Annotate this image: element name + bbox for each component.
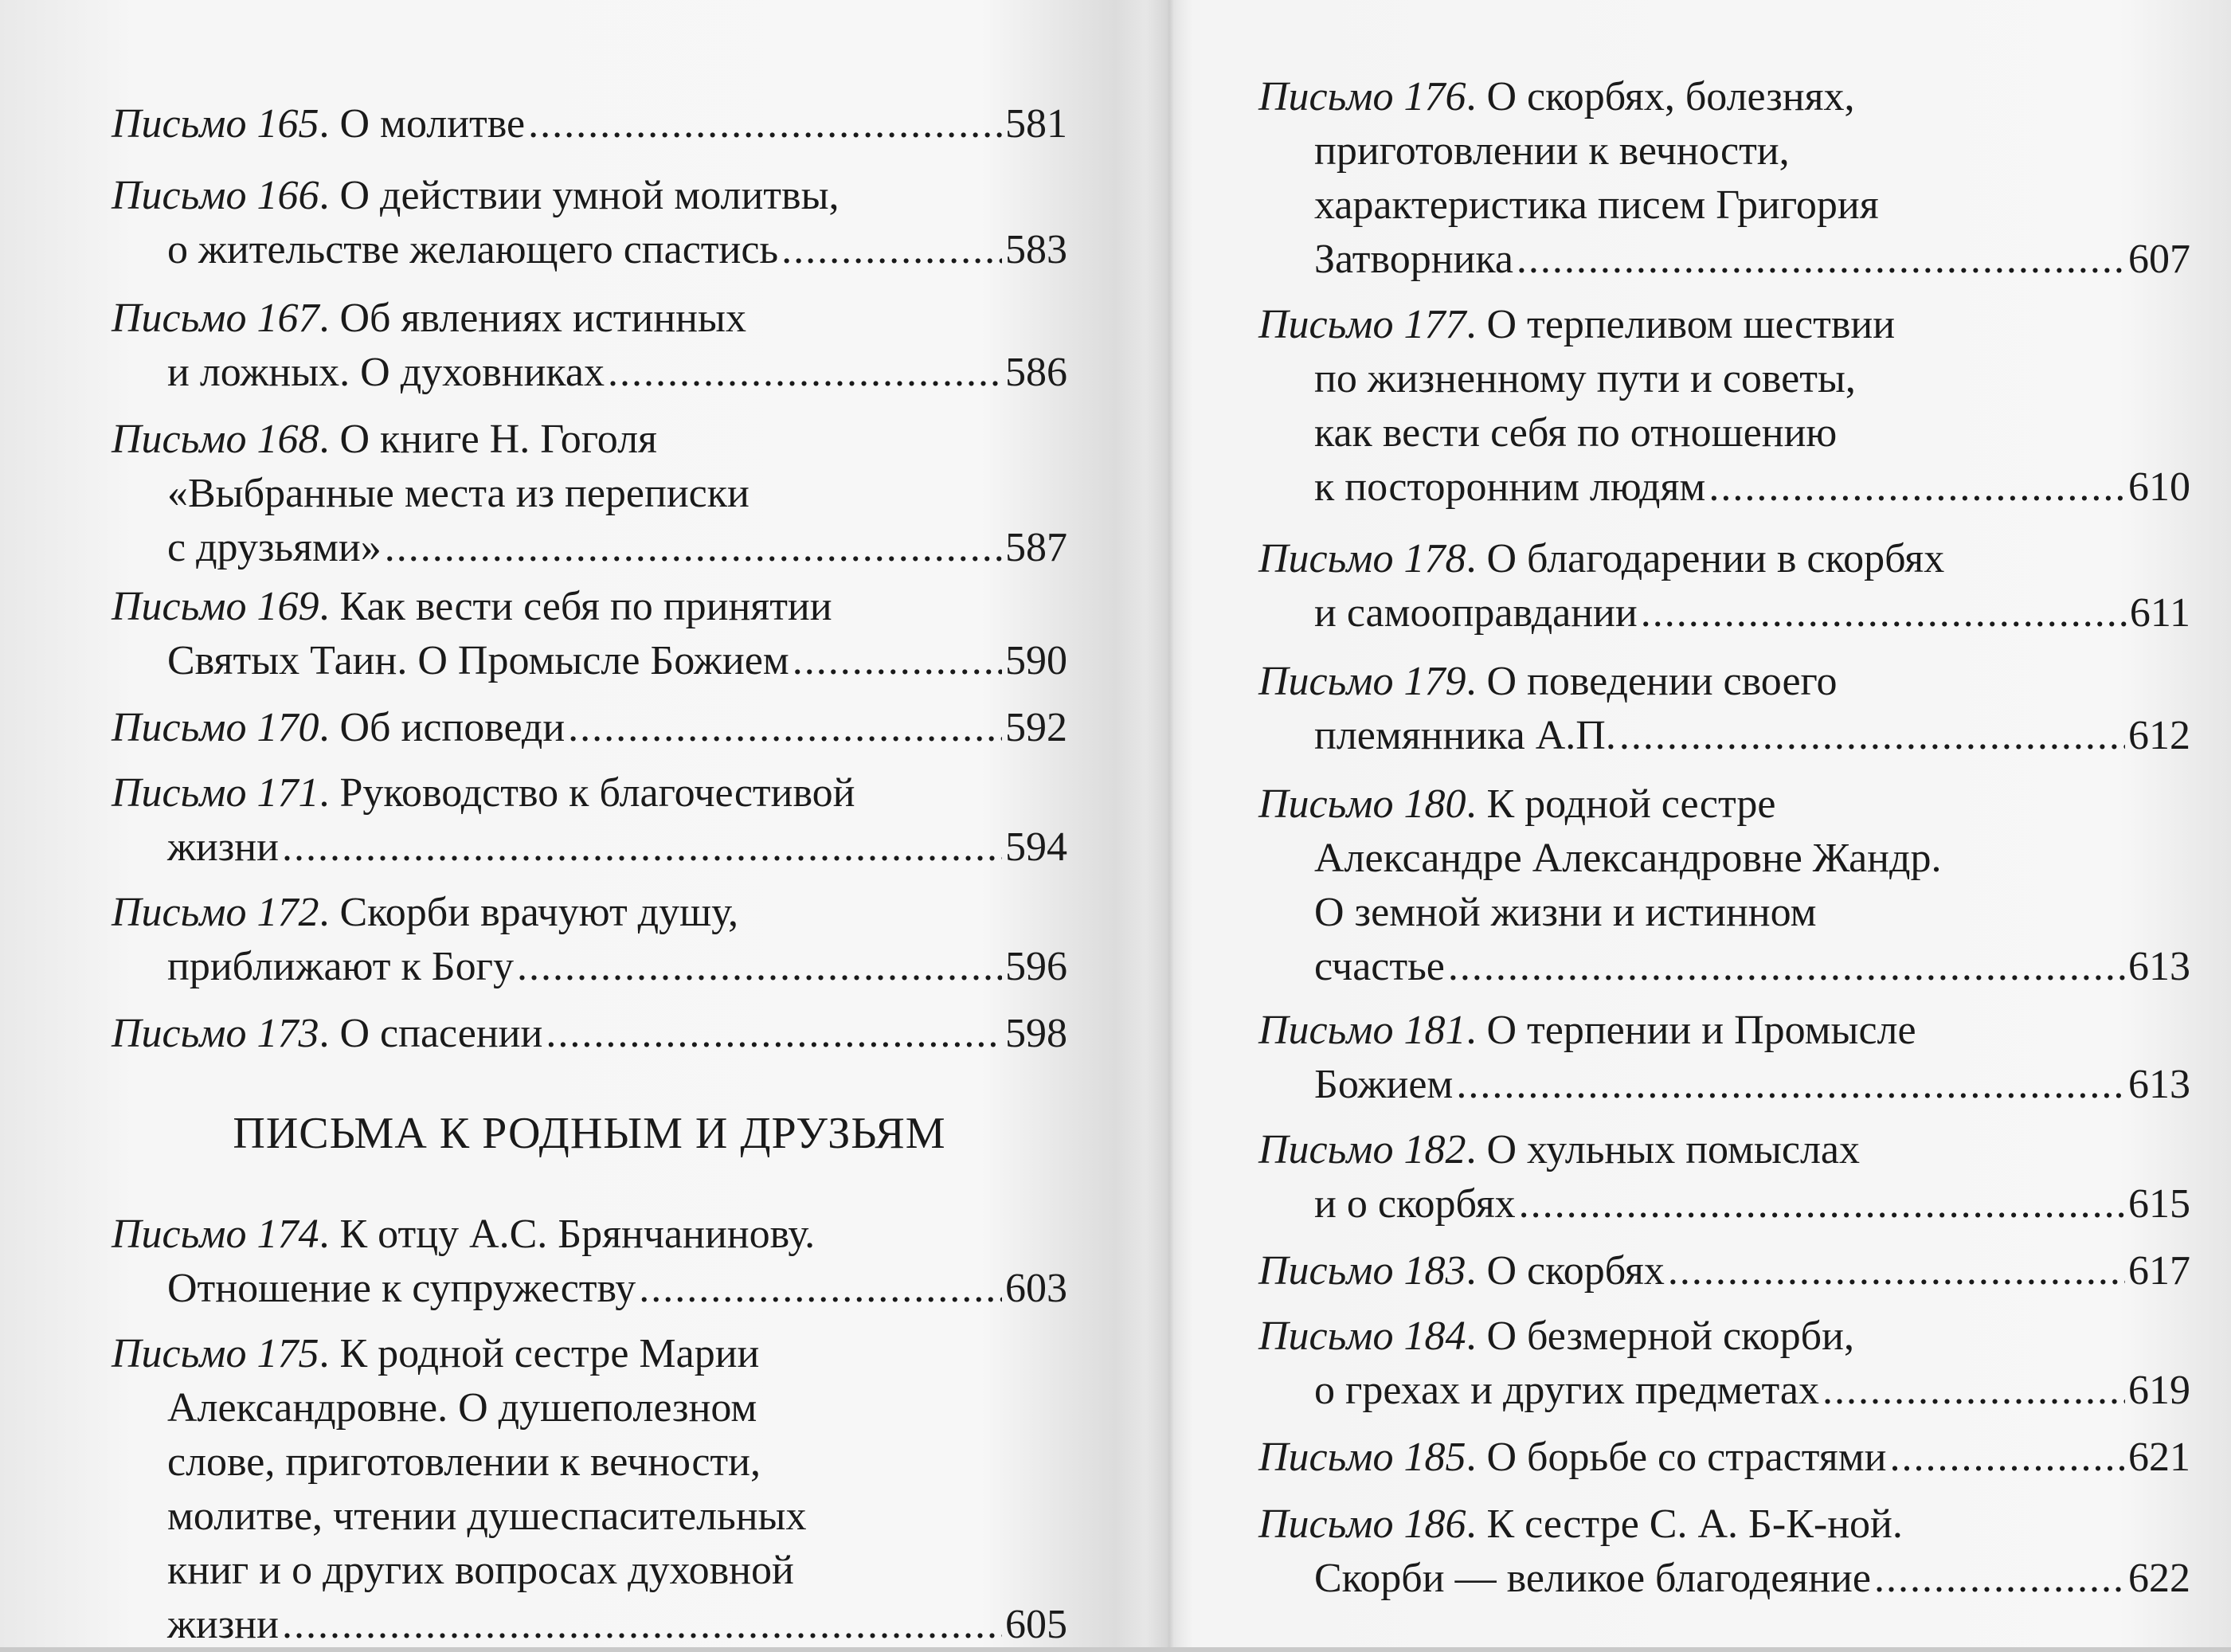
toc-entry-title: Скорби врачуют душу, <box>339 890 738 935</box>
toc-entry-line <box>112 346 1067 400</box>
toc-letter-label: Письмо 175 <box>112 1331 319 1376</box>
toc-entry-title: О поведении своего <box>1486 659 1838 704</box>
toc-label-period: . <box>1466 1127 1487 1172</box>
toc-entry-title: жизни <box>167 824 279 870</box>
toc-entry-text <box>167 471 750 516</box>
toc-entry-line <box>1258 1177 2190 1231</box>
toc-entry-title: К отцу А.С. Брянчанинову. <box>339 1212 816 1257</box>
toc-entry-text <box>167 634 789 688</box>
toc-entry-title: О книге Н. Гоголя <box>339 417 657 462</box>
toc-entry-text <box>1258 1431 1886 1485</box>
dot-leader <box>1822 1364 2125 1418</box>
toc-entry <box>112 886 1067 994</box>
toc-entry-title: О действии умной молитвы, <box>339 173 840 218</box>
toc-entry-title: О скорбях <box>1486 1248 1665 1294</box>
toc-letter-label: Письмо 178 <box>1258 536 1466 581</box>
toc-entry-line <box>112 1490 1067 1544</box>
toc-page-number: 603 <box>1005 1266 1067 1311</box>
toc-entry-line <box>1258 1431 2190 1485</box>
toc-entry <box>112 292 1067 400</box>
toc-page-number: 587 <box>1005 525 1067 570</box>
toc-entry-title: О благодарении в скорбях <box>1486 536 1945 581</box>
toc-entry-title: Отношение к супружеству <box>167 1266 636 1311</box>
dot-leader <box>546 1007 1002 1061</box>
toc-entry-title: книг и о других вопросах духовной <box>167 1548 794 1593</box>
toc-letter-label: Письмо 177 <box>1258 302 1466 347</box>
toc-entry-title: О земной жизни и истинном <box>1314 890 1817 935</box>
toc-entry-title: племянника А.П. <box>1314 713 1616 758</box>
toc-entry-line <box>112 940 1067 994</box>
toc-entry-text <box>1314 836 1941 881</box>
toc-entry-title: Затворника <box>1314 237 1513 282</box>
toc-entry-text <box>112 1331 759 1376</box>
toc-letter-label: Письмо 170 <box>112 705 319 750</box>
toc-entry-line <box>1258 886 2190 940</box>
toc-page-number: 596 <box>1005 944 1067 989</box>
toc-entry-title: и о скорбях <box>1314 1181 1516 1227</box>
toc-entry-title: с друзьями» <box>167 525 382 570</box>
toc-entry-line <box>1258 1552 2190 1606</box>
toc-entry-title: жизни <box>167 1602 279 1647</box>
toc-entry-text <box>1258 781 1775 827</box>
toc-letter-label: Письмо 165 <box>112 101 319 147</box>
toc-label-period: . <box>319 173 340 218</box>
toc-entry <box>1258 1004 2190 1112</box>
toc-entry-line <box>1258 1004 2190 1058</box>
toc-entry-line <box>112 886 1067 940</box>
toc-entry-line <box>112 766 1067 820</box>
dot-leader <box>781 223 1002 277</box>
toc-entry-title: О скорбях, болезнях, <box>1486 74 1855 119</box>
toc-entry-title: как вести себя по отношению <box>1314 410 1838 456</box>
toc-entry-line <box>112 1381 1067 1435</box>
dot-leader <box>385 521 1002 575</box>
toc-letter-label: Письмо 169 <box>112 584 319 629</box>
toc-entry-title: К родной сестре Марии <box>339 1331 760 1376</box>
toc-label-period: . <box>1466 1248 1487 1294</box>
section-heading: ПИСЬМА К РОДНЫМ И ДРУЗЬЯМ <box>233 1109 946 1158</box>
toc-page-number: 611 <box>2129 590 2190 636</box>
toc-entry-title: Как вести себя по принятии <box>339 584 832 629</box>
toc-page-number: 586 <box>1005 350 1067 395</box>
toc-entry-line <box>112 97 1067 151</box>
toc-entry-line <box>1258 124 2190 178</box>
toc-entry-title: и ложных. О духовниках <box>167 350 605 395</box>
toc-entry-line <box>112 1208 1067 1262</box>
toc-label-period: . <box>319 1212 340 1257</box>
toc-entry-text <box>167 521 382 575</box>
toc-entry-line <box>112 820 1067 875</box>
toc-label-period: . <box>319 1331 340 1376</box>
dot-leader <box>1889 1431 2125 1485</box>
toc-entry-line <box>112 1435 1067 1490</box>
dot-leader <box>793 634 1002 688</box>
toc-entry-text <box>1258 74 1855 119</box>
toc-label-period: . <box>319 1011 340 1056</box>
dot-leader <box>528 97 1002 151</box>
toc-entry-title: слове, приготовлении к вечности, <box>167 1439 761 1485</box>
toc-page-number: 617 <box>2128 1248 2190 1294</box>
toc-entry-line <box>112 580 1067 634</box>
toc-label-period: . <box>1466 74 1487 119</box>
toc-entry-line <box>1258 655 2190 709</box>
toc-page-number: 598 <box>1005 1011 1067 1056</box>
toc-entry-text <box>1314 460 1705 515</box>
toc-entry-title: и самооправдании <box>1314 590 1638 636</box>
toc-entry-text <box>1258 1008 1916 1053</box>
toc-entry-text <box>1258 302 1895 347</box>
dot-leader <box>1619 709 2125 763</box>
toc-page-number: 622 <box>2128 1556 2190 1601</box>
toc-entry-title: «Выбранные места из переписки <box>167 471 750 516</box>
dot-leader <box>1517 233 2125 287</box>
toc-entry-line <box>1258 460 2190 515</box>
toc-entry-line <box>1258 1497 2190 1552</box>
dot-leader <box>1668 1244 2125 1298</box>
toc-entry-text <box>1314 410 1837 456</box>
toc-entry <box>1258 532 2190 640</box>
toc-letter-label: Письмо 181 <box>1258 1008 1466 1053</box>
toc-letter-label: Письмо 183 <box>1258 1248 1466 1294</box>
toc-entry-text <box>112 296 746 341</box>
toc-entry-title: молитве, чтении душеспасительных <box>167 1493 807 1539</box>
toc-entry <box>1258 1431 2190 1485</box>
toc-entry-title: Александре Александровне Жандр. <box>1314 836 1942 881</box>
toc-entry-title: О терпении и Промысле <box>1486 1008 1916 1053</box>
toc-letter-label: Письмо 167 <box>112 296 319 341</box>
toc-page-number: 619 <box>2128 1368 2190 1413</box>
toc-entry-text <box>167 1598 279 1652</box>
toc-entry-text <box>1314 709 1616 763</box>
toc-entry <box>112 1007 1067 1061</box>
dot-leader <box>1874 1552 2125 1606</box>
toc-entry-text <box>167 940 514 994</box>
toc-entry-title: О терпеливом шествии <box>1486 302 1896 347</box>
toc-entry <box>1258 1309 2190 1418</box>
toc-entry-line <box>112 169 1067 223</box>
toc-entry <box>1258 298 2190 515</box>
toc-entry-title: О молитве <box>339 101 526 147</box>
toc-entry-text <box>112 770 855 816</box>
toc-entry <box>1258 1497 2190 1606</box>
toc-page-number: 590 <box>1005 638 1067 683</box>
toc-letter-label: Письмо 184 <box>1258 1313 1466 1359</box>
toc-label-period: . <box>319 417 340 462</box>
toc-label-period: . <box>319 890 340 935</box>
toc-page-number: 610 <box>2128 464 2190 510</box>
toc-entry-title: О борьбе со страстями <box>1486 1435 1887 1480</box>
toc-entry-title: Александровне. О душеполезном <box>167 1385 757 1431</box>
toc-entry-line <box>1258 1364 2190 1418</box>
toc-page-number: 592 <box>1005 705 1067 750</box>
toc-entry-line <box>112 413 1067 467</box>
toc-entry-text <box>1314 940 1445 994</box>
toc-entry-title: характеристика писем Григория <box>1314 182 1879 228</box>
toc-label-period: . <box>319 770 340 816</box>
toc-page-number: 615 <box>2128 1181 2190 1227</box>
toc-entry-line <box>1258 70 2190 124</box>
toc-entry-text <box>112 890 738 935</box>
toc-entry <box>112 580 1067 688</box>
toc-entry <box>112 701 1067 755</box>
toc-entry-line <box>112 223 1067 277</box>
toc-entry-title: Об явлениях истинных <box>339 296 746 341</box>
toc-entry-text <box>112 584 832 629</box>
toc-entry-text <box>167 1439 761 1485</box>
dot-leader <box>1456 1058 2125 1112</box>
dot-leader <box>608 346 1002 400</box>
toc-entry-title: К сестре С. А. Б-К-ной. <box>1486 1501 1903 1547</box>
toc-entry <box>112 766 1067 875</box>
toc-entry-text <box>1314 1058 1453 1112</box>
toc-page-number: 612 <box>2128 713 2190 758</box>
toc-entry-text <box>1314 1552 1871 1606</box>
toc-entry <box>112 1327 1067 1652</box>
toc-entry-line <box>1258 709 2190 763</box>
toc-letter-label: Письмо 179 <box>1258 659 1466 704</box>
toc-entry-title: приближают к Богу <box>167 944 514 989</box>
toc-entry-line <box>1258 406 2190 460</box>
toc-letter-label: Письмо 185 <box>1258 1435 1466 1480</box>
toc-entry <box>112 1208 1067 1316</box>
toc-letter-label: Письмо 182 <box>1258 1127 1466 1172</box>
toc-entry-text <box>1314 233 1513 287</box>
toc-label-period: . <box>319 705 340 750</box>
toc-entry-line <box>1258 532 2190 586</box>
toc-entry-text <box>167 1262 636 1316</box>
toc-entry-line <box>1258 832 2190 886</box>
toc-entry-line <box>112 1262 1067 1316</box>
toc-label-period: . <box>1466 1313 1487 1359</box>
toc-entry-text <box>1258 1127 1860 1172</box>
toc-entry-line <box>1258 1123 2190 1177</box>
toc-entry-line <box>1258 777 2190 832</box>
toc-letter-label: Письмо 176 <box>1258 74 1466 119</box>
toc-entry-title: О хульных помыслах <box>1486 1127 1860 1172</box>
dot-leader <box>1708 460 2125 515</box>
toc-page-number: 583 <box>1005 227 1067 272</box>
dot-leader <box>282 1598 1002 1652</box>
toc-entry-line <box>112 634 1067 688</box>
toc-letter-label: Письмо 168 <box>112 417 319 462</box>
toc-entry-text <box>1258 536 1944 581</box>
toc-entry-text <box>112 1007 542 1061</box>
toc-entry-text <box>1314 890 1817 935</box>
toc-entry-text <box>1314 356 1856 401</box>
toc-entry-text <box>112 173 840 218</box>
dot-leader <box>282 820 1002 875</box>
toc-entry-text <box>112 417 657 462</box>
toc-entry-line <box>112 701 1067 755</box>
toc-letter-label: Письмо 171 <box>112 770 319 816</box>
toc-entry-text <box>1314 586 1638 640</box>
toc-page-number: 621 <box>2128 1435 2190 1480</box>
toc-entry <box>112 97 1067 151</box>
toc-entry-line <box>1258 233 2190 287</box>
toc-label-period: . <box>1466 536 1487 581</box>
toc-entry-line <box>1258 1058 2190 1112</box>
dot-leader <box>1519 1177 2125 1231</box>
toc-letter-label: Письмо 174 <box>112 1212 319 1257</box>
toc-label-period: . <box>1466 1501 1487 1547</box>
toc-entry-text <box>1258 1313 1854 1359</box>
toc-label-period: . <box>1466 302 1487 347</box>
dot-leader <box>1448 940 2125 994</box>
toc-entry-text <box>1258 1244 1665 1298</box>
toc-page-number: 581 <box>1005 101 1067 147</box>
toc-entry-line <box>1258 586 2190 640</box>
toc-letter-label: Письмо 173 <box>112 1011 319 1056</box>
toc-letter-label: Письмо 180 <box>1258 781 1466 827</box>
toc-entry-title: о грехах и других предметах <box>1314 1368 1819 1413</box>
toc-entry-title: Руководство к благочестивой <box>339 770 855 816</box>
toc-entry-title: Святых Таин. О Промысле Божием <box>167 638 789 683</box>
toc-entry-line <box>1258 352 2190 406</box>
toc-entry-title: счастье <box>1314 944 1445 989</box>
toc-entry-text <box>167 223 778 277</box>
toc-label-period: . <box>1466 659 1487 704</box>
toc-entry-line <box>1258 298 2190 352</box>
toc-page-number: 605 <box>1005 1602 1067 1647</box>
toc-entry-title: по жизненному пути и советы, <box>1314 356 1856 401</box>
toc-entry-text <box>167 346 605 400</box>
dot-leader <box>517 940 1002 994</box>
page-gutter <box>1145 0 1193 1647</box>
toc-page-number: 613 <box>2128 944 2190 989</box>
dot-leader <box>1641 586 2127 640</box>
toc-entry-line <box>112 1544 1067 1598</box>
toc-entry-line <box>112 292 1067 346</box>
toc-entry-text <box>167 820 279 875</box>
toc-entry-text <box>1314 182 1879 228</box>
toc-entry-text <box>167 1385 757 1431</box>
toc-page-number: 594 <box>1005 824 1067 870</box>
toc-entry <box>112 169 1067 277</box>
toc-entry-title: о жительстве желающего спастись <box>167 227 779 272</box>
toc-label-period: . <box>319 101 340 147</box>
toc-entry-title: О спасении <box>339 1011 543 1056</box>
toc-entry-line <box>1258 940 2190 994</box>
dot-leader <box>639 1262 1002 1316</box>
toc-letter-label: Письмо 186 <box>1258 1501 1466 1547</box>
toc-entry-text <box>1314 1364 1819 1418</box>
toc-page-number: 613 <box>2128 1062 2190 1107</box>
toc-page-number: 607 <box>2128 237 2190 282</box>
toc-entry-text <box>1314 128 1790 174</box>
toc-entry <box>1258 1123 2190 1231</box>
toc-entry-text <box>1258 659 1838 704</box>
toc-entry-title: Скорби — великое благодеяние <box>1314 1556 1871 1601</box>
toc-entry-title: О безмерной скорби, <box>1486 1313 1854 1359</box>
toc-entry-title: К родной сестре <box>1486 781 1776 827</box>
toc-label-period: . <box>1466 1008 1487 1053</box>
toc-label-period: . <box>1466 781 1487 827</box>
toc-entry-text <box>112 97 525 151</box>
toc-letter-label: Письмо 172 <box>112 890 319 935</box>
toc-entry-line <box>112 1007 1067 1061</box>
toc-entry <box>1258 777 2190 994</box>
toc-entry-title: приготовлении к вечности, <box>1314 128 1790 174</box>
toc-entry-text <box>112 701 565 755</box>
toc-entry-text <box>167 1548 794 1593</box>
toc-letter-label: Письмо 166 <box>112 173 319 218</box>
toc-entry <box>1258 655 2190 763</box>
toc-entry-text <box>167 1493 807 1539</box>
toc-entry-line <box>1258 1244 2190 1298</box>
toc-entry <box>1258 1244 2190 1298</box>
toc-entry-title: Божием <box>1314 1062 1454 1107</box>
toc-label-period: . <box>319 584 340 629</box>
toc-entry-line <box>112 1598 1067 1652</box>
toc-label-period: . <box>1466 1435 1487 1480</box>
toc-entry-line <box>112 1327 1067 1381</box>
toc-entry-title: Об исповеди <box>339 705 566 750</box>
toc-entry-line <box>112 521 1067 575</box>
dot-leader <box>568 701 1002 755</box>
toc-entry-line <box>1258 178 2190 233</box>
toc-label-period: . <box>319 296 340 341</box>
toc-entry <box>112 413 1067 575</box>
toc-entry <box>1258 70 2190 287</box>
toc-entry-text <box>1314 1177 1516 1231</box>
toc-entry-text <box>1258 1501 1903 1547</box>
toc-entry-text <box>112 1212 815 1257</box>
toc-entry-line <box>112 467 1067 521</box>
toc-entry-line <box>1258 1309 2190 1364</box>
toc-entry-title: к посторонним людям <box>1314 464 1706 510</box>
